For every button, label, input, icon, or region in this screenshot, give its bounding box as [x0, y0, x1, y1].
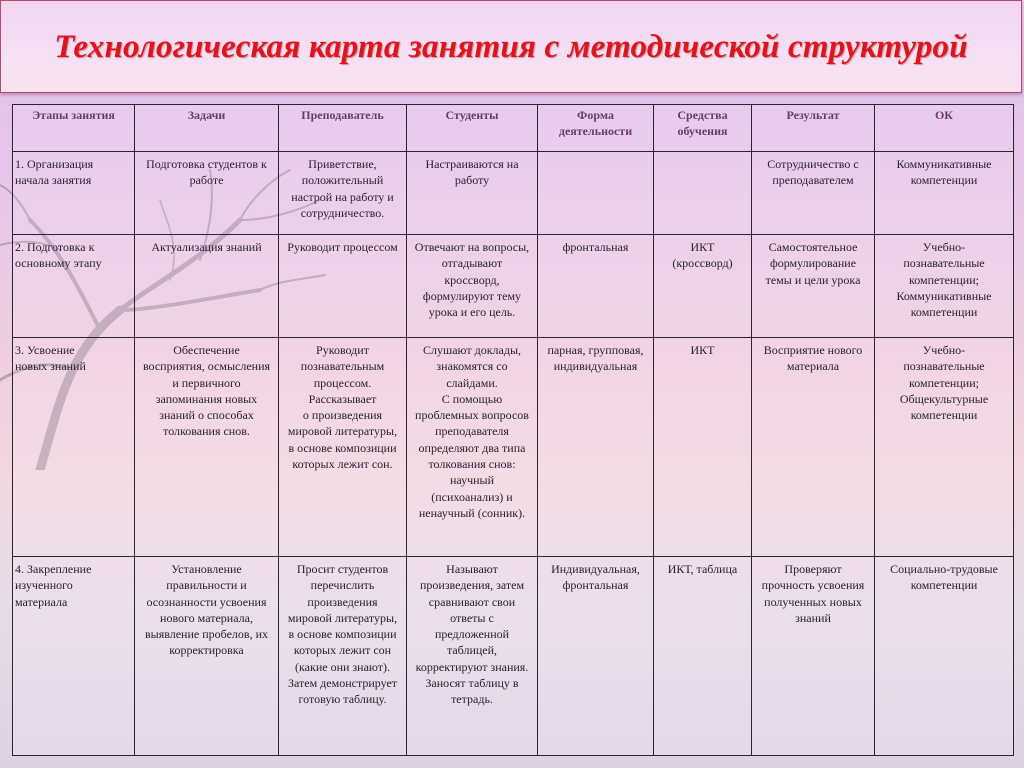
cell-line: ИКТ: [690, 343, 715, 357]
cell-means: [654, 152, 752, 235]
cell-stage: [13, 338, 135, 557]
cell-line: фронтальная: [562, 578, 629, 593]
cell-line: Социально-трудовые: [890, 562, 998, 576]
header-row: [13, 105, 1014, 152]
cell-line: основному этапу: [15, 256, 102, 271]
cell-means: [654, 235, 752, 338]
cell-line: Сотрудничество с: [767, 157, 859, 171]
cell-line: познавательные: [903, 359, 985, 374]
cell-line: Заносят таблицу в: [425, 676, 519, 691]
cell-line: восприятия, осмысления: [142, 359, 271, 374]
cell-line: (какие они знают).: [295, 659, 390, 674]
cell-line: предложенной: [434, 627, 510, 642]
cell-line: запоминания новых: [155, 391, 258, 406]
cell-line: готовую таблицу.: [298, 692, 387, 707]
cell-line: компетенции: [910, 408, 978, 423]
cell-line: (кроссворд): [672, 256, 733, 271]
cell-line: произведения: [307, 594, 378, 609]
cell-line: компетенции: [910, 305, 978, 320]
cell-line: работу: [454, 173, 490, 188]
cell-line: положительный: [301, 173, 384, 188]
cell-line: Коммуникативные: [896, 288, 992, 303]
cell-line: настрой на работу и: [291, 189, 394, 204]
cell-line: преподавателем: [772, 173, 854, 188]
cell-line: Просит студентов: [296, 562, 389, 576]
cell-line: Учебно-: [922, 343, 966, 357]
cell-line: полученных новых: [764, 594, 862, 609]
cell-form: [538, 557, 654, 756]
cell-line: Отвечают на вопросы,: [414, 240, 530, 254]
cell-line: в основе композиции: [288, 440, 397, 455]
header-result: Результат: [752, 105, 875, 152]
cell-result: [752, 557, 875, 756]
cell-line: ответы с: [450, 610, 494, 625]
cell-line: сотрудничество.: [300, 205, 385, 220]
cell-line: материала: [786, 359, 840, 374]
cell-result: [752, 235, 875, 338]
cell-line: новых знаний: [15, 359, 86, 374]
cell-line: Называют: [446, 562, 498, 576]
cell-line: корректировка: [169, 643, 244, 658]
cell-tasks: [135, 235, 279, 338]
cell-line: кроссворд,: [444, 272, 500, 287]
header-form: Форма деятельности: [538, 105, 654, 152]
cell-teacher: [279, 338, 407, 557]
cell-form: [538, 235, 654, 338]
cell-line: тетрадь.: [451, 692, 493, 707]
header-ok: ОК: [875, 105, 1014, 152]
cell-line: Индивидуальная,: [551, 562, 640, 576]
cell-line: формулируют тему: [422, 288, 522, 303]
cell-line: 3. Усвоение: [15, 343, 75, 357]
cell-line: познавательные: [903, 256, 985, 271]
cell-line: сравнивают свои: [428, 594, 516, 609]
cell-line: формулирование: [769, 256, 857, 271]
technology-map-table: [12, 104, 1014, 756]
cell-teacher: [279, 235, 407, 338]
cell-form: [538, 338, 654, 557]
cell-line: фронтальная: [562, 240, 629, 254]
header-students: Студенты: [407, 105, 538, 152]
cell-line: Самостоятельное: [768, 240, 858, 254]
cell-line: которых лежит сон: [293, 643, 392, 658]
cell-line: урока и его цель.: [428, 305, 516, 320]
cell-line: прочность усвоения: [761, 578, 865, 593]
cell-line: темы и цели урока: [765, 272, 861, 287]
cell-line: правильности и: [166, 578, 247, 593]
cell-line: Проверяют: [784, 562, 842, 576]
cell-line: Настраиваются на: [425, 157, 519, 171]
cell-line: определяют два типа: [418, 440, 526, 455]
cell-students: [407, 152, 538, 235]
cell-line: в основе композиции: [288, 627, 397, 642]
cell-tasks: [135, 557, 279, 756]
cell-line: о произведения: [302, 408, 383, 423]
cell-line: изученного: [15, 578, 73, 593]
table-row: [13, 235, 1014, 338]
cell-line: начала занятия: [15, 173, 92, 188]
cell-stage: [13, 152, 135, 235]
cell-line: научный: [449, 473, 495, 488]
cell-line: отгадывают: [441, 256, 503, 271]
cell-teacher: [279, 152, 407, 235]
cell-line: нового материала,: [160, 610, 253, 625]
cell-line: знаний: [795, 610, 831, 625]
cell-result: [752, 338, 875, 557]
cell-students: [407, 338, 538, 557]
cell-line: Руководит процессом: [287, 240, 398, 254]
cell-stage: [13, 235, 135, 338]
cell-line: процессом.: [313, 375, 372, 390]
cell-line: парная, групповая,: [547, 343, 644, 357]
header-means: Средства обучения: [654, 105, 752, 152]
cell-line: индивидуальная: [553, 359, 638, 374]
cell-line: проблемных вопросов: [415, 408, 529, 423]
cell-students: [407, 557, 538, 756]
cell-line: корректируют знания.: [415, 659, 529, 674]
cell-students: [407, 235, 538, 338]
cell-line: познавательным: [300, 359, 385, 374]
cell-line: компетенции: [910, 173, 978, 188]
cell-result: [752, 152, 875, 235]
cell-line: Актуализация знаний: [151, 240, 262, 254]
header-teacher: Преподаватель: [279, 105, 407, 152]
cell-means: [654, 338, 752, 557]
cell-ok: [875, 338, 1014, 557]
cell-means: [654, 557, 752, 756]
cell-tasks: [135, 152, 279, 235]
cell-line: толкования снов:: [428, 457, 516, 472]
header-stage: Этапы занятия: [13, 105, 135, 152]
cell-line: Слушают доклады,: [422, 343, 522, 357]
cell-line: работе: [189, 173, 224, 188]
cell-line: знаний о способах: [159, 408, 254, 423]
cell-line: Приветствие,: [308, 157, 377, 171]
cell-line: слайдами.: [446, 375, 498, 390]
cell-line: ИКТ: [690, 240, 715, 254]
cell-tasks: [135, 338, 279, 557]
cell-line: осознанности усвоения: [146, 594, 267, 609]
table-row: [13, 338, 1014, 557]
cell-line: (психоанализ) и: [431, 489, 513, 504]
cell-ok: [875, 557, 1014, 756]
cell-line: которых лежит сон.: [292, 457, 393, 472]
cell-line: Руководит: [316, 343, 369, 357]
cell-stage: [13, 557, 135, 756]
cell-line: Подготовка студентов к: [146, 157, 267, 171]
cell-line: произведения, затем: [419, 578, 525, 593]
cell-line: Восприятие нового: [763, 343, 863, 357]
page-title: Технологическая карта занятия с методической структурой: [54, 29, 968, 65]
cell-line: Учебно-: [922, 240, 966, 254]
cell-line: перечислить: [310, 578, 375, 593]
cell-line: знакомятся со: [436, 359, 508, 374]
cell-line: компетенции;: [909, 375, 979, 390]
cell-line: мировой литературы,: [287, 610, 398, 625]
cell-line: ненаучный (сонник).: [418, 505, 526, 520]
cell-line: Установление: [171, 562, 242, 576]
cell-line: 4. Закрепление: [15, 562, 92, 576]
cell-line: Обеспечение: [173, 343, 240, 357]
cell-line: преподавателя: [435, 424, 509, 439]
cell-line: и первичного: [172, 375, 241, 390]
cell-line: Рассказывает: [308, 391, 377, 406]
cell-line: толкования снов.: [163, 424, 250, 439]
cell-line: Затем демонстрирует: [287, 676, 398, 691]
cell-line: компетенции: [910, 578, 978, 593]
cell-form: [538, 152, 654, 235]
cell-line: С помощью: [441, 391, 503, 406]
cell-line: Коммуникативные: [896, 157, 992, 171]
table-row: [13, 152, 1014, 235]
cell-line: таблицей,: [446, 643, 498, 658]
cell-line: мировой литературы,: [287, 424, 398, 439]
table-row: [13, 557, 1014, 756]
cell-line: 2. Подготовка к: [15, 240, 95, 254]
cell-line: выявление пробелов, их: [144, 627, 268, 642]
cell-line: компетенции;: [909, 272, 979, 287]
title-banner: [0, 0, 1022, 93]
cell-ok: [875, 152, 1014, 235]
cell-line: 1. Организация: [15, 157, 94, 171]
cell-line: материала: [15, 594, 68, 609]
cell-line: ИКТ, таблица: [667, 562, 738, 576]
header-tasks: Задачи: [135, 105, 279, 152]
cell-line: Общекультурные: [899, 391, 989, 406]
cell-teacher: [279, 557, 407, 756]
cell-ok: [875, 235, 1014, 338]
